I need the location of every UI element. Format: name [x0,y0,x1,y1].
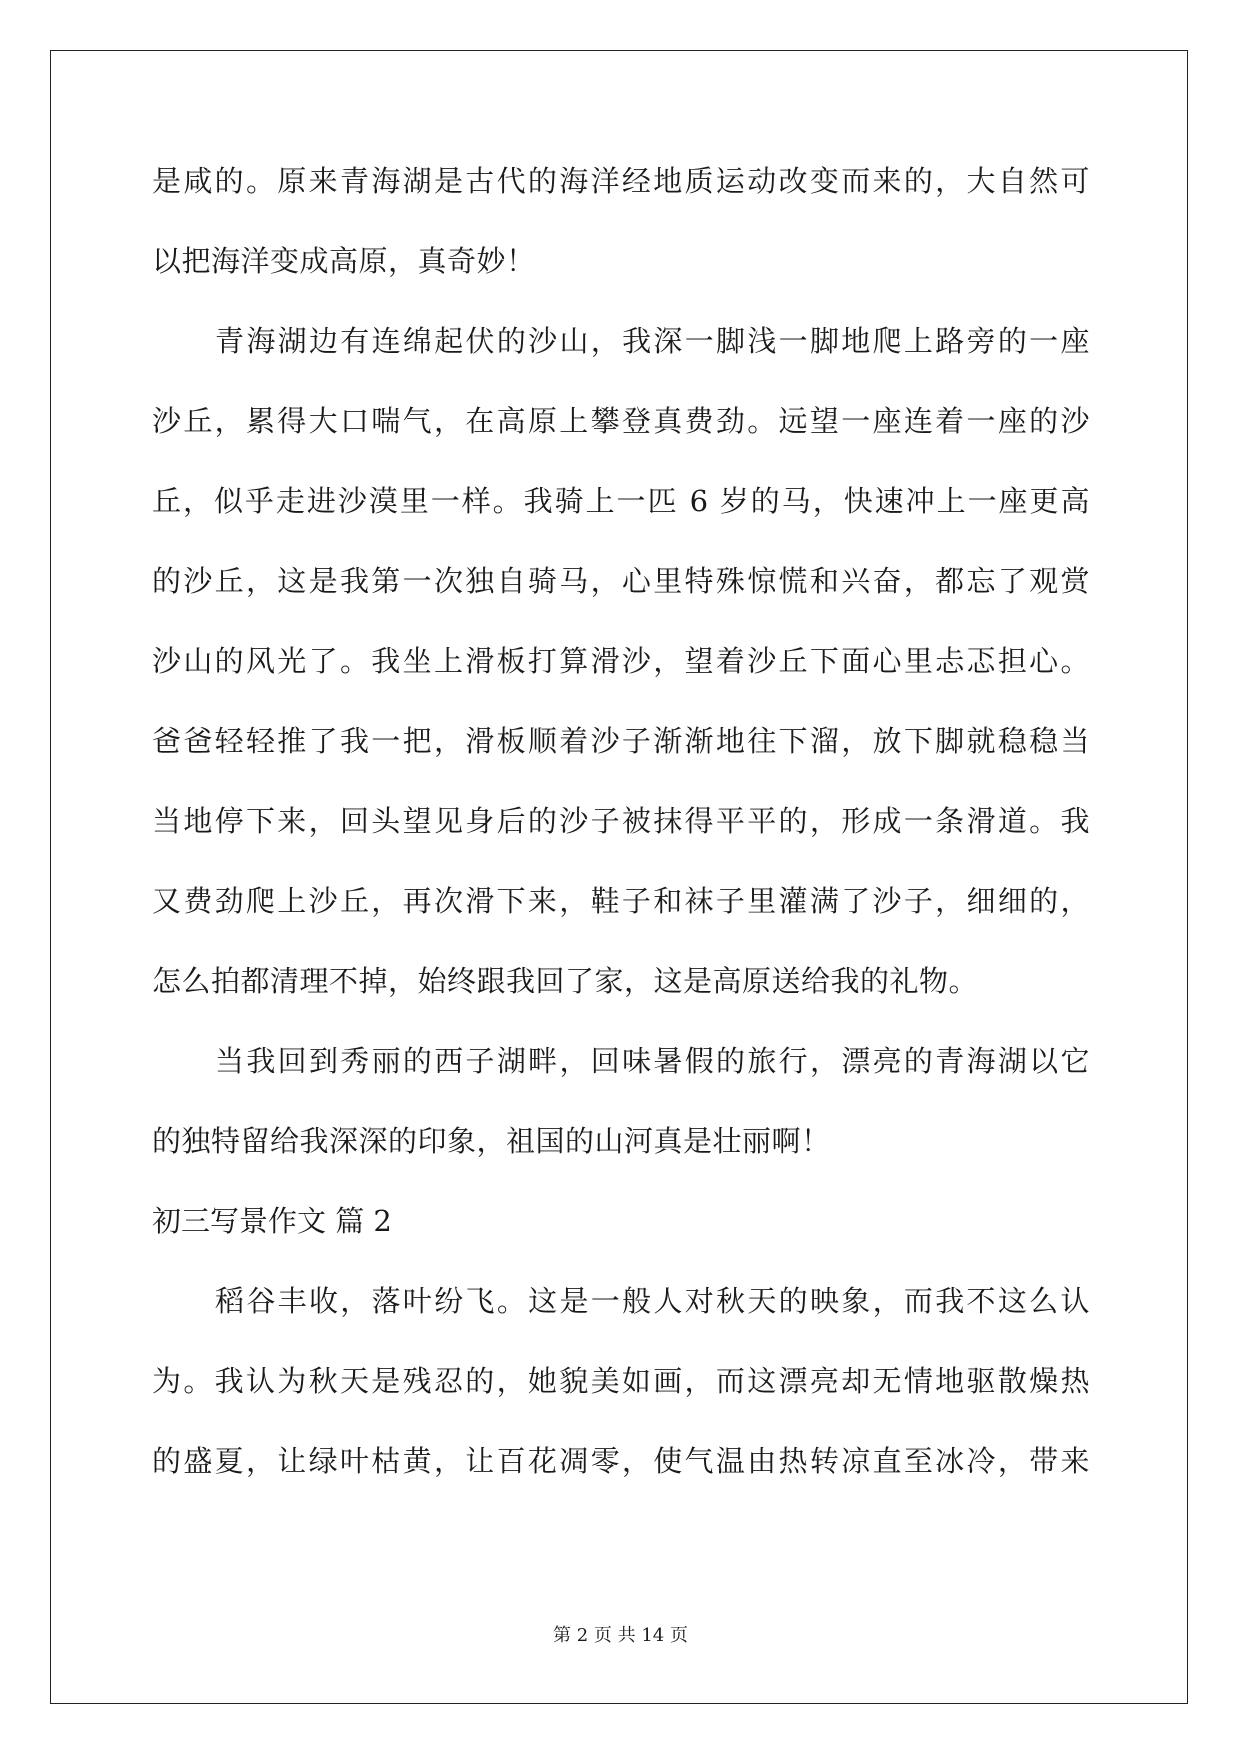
text-line: 是咸的。原来青海湖是古代的海洋经地质运动改变而来的，大自然可 [152,164,1090,198]
paragraph-1 [152,160,1090,320]
text-line: 沙山的风光了。我坐上滑板打算滑沙，望着沙丘下面心里忐忑担心。 [152,644,1090,678]
text-line: 沙丘，累得大口喘气，在高原上攀登真费劲。远望一座连着一座的沙 [152,404,1090,438]
text-line: 青海湖边有连绵起伏的沙山，我深一脚浅一脚地爬上路旁的一座 [215,324,1090,358]
text-line: 怎么拍都清理不掉，始终跟我回了家，这是高原送给我的礼物。 [152,964,979,998]
paragraph-3 [152,1040,1090,1200]
text-line: 丘，似乎走进沙漠里一样。我骑上一匹 6 岁的马，快速冲上一座更高 [152,484,1090,518]
text-line: 当我回到秀丽的西子湖畔，回味暑假的旅行，漂亮的青海湖以它 [215,1044,1090,1078]
text-line: 爸爸轻轻推了我一把，滑板顺着沙子渐渐地往下溜，放下脚就稳稳当 [152,724,1090,758]
text-line: 为。我认为秋天是残忍的，她貌美如画，而这漂亮却无情地驱散燥热 [152,1364,1090,1398]
section-heading: 初三写景作文 篇 2 [152,1204,392,1238]
text-line: 的独特留给我深深的印象，祖国的山河真是壮丽啊！ [152,1124,831,1158]
paragraph-4 [152,1280,1090,1520]
text-line: 以把海洋变成高原，真奇妙！ [152,244,536,278]
text-line: 又费劲爬上沙丘，再次滑下来，鞋子和袜子里灌满了沙子，细细的， [152,884,1090,918]
document-body [152,160,1090,1520]
paragraph-2 [152,320,1090,1040]
text-line: 的沙丘，这是我第一次独自骑马，心里特殊惊慌和兴奋，都忘了观赏 [152,564,1090,598]
text-line: 稻谷丰收，落叶纷飞。这是一般人对秋天的映象，而我不这么认 [215,1284,1090,1318]
text-line: 当地停下来，回头望见身后的沙子被抹得平平的，形成一条滑道。我 [152,804,1090,838]
page-number-footer: 第 2 页 共 14 页 [553,1625,688,1646]
text-line: 的盛夏，让绿叶枯黄，让百花凋零，使气温由热转凉直至冰冷，带来 [152,1444,1090,1478]
